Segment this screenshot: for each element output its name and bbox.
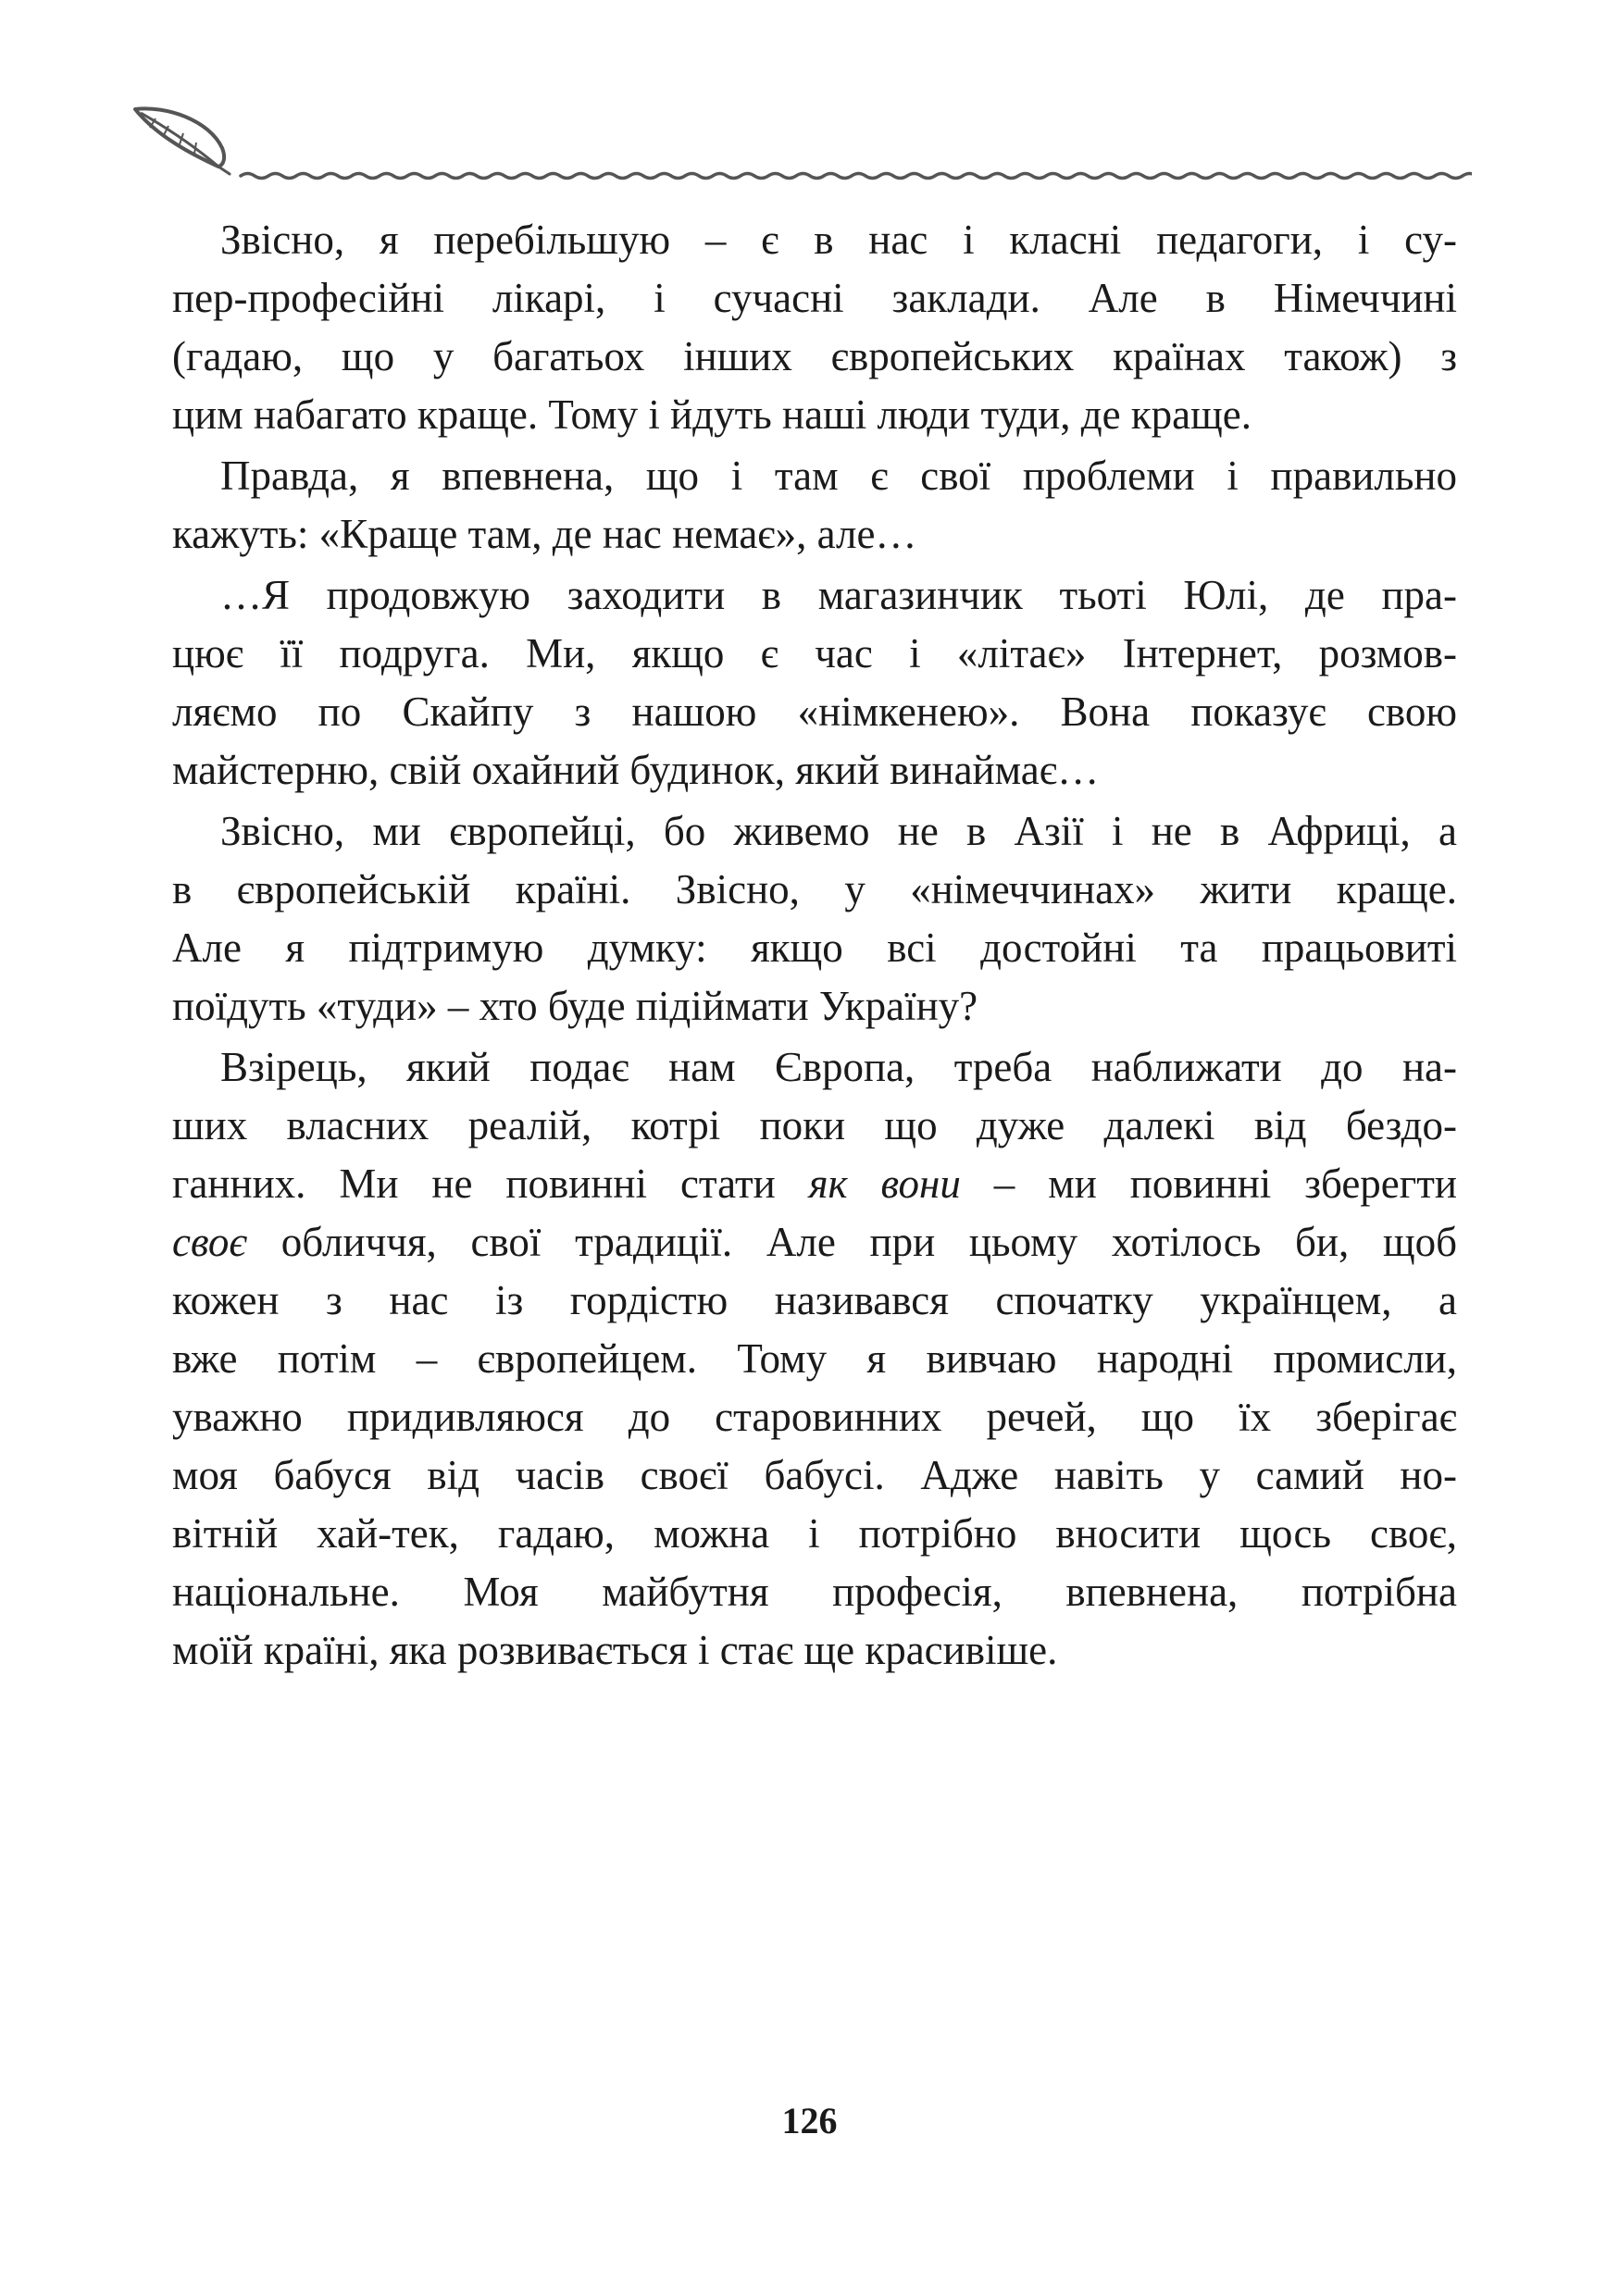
- text-line: [172, 1155, 1457, 1213]
- text-line: вже потім – європейцем. Тому я вивчаю народні промисли,: [172, 1335, 1457, 1382]
- text-segment: обличчя, свої традиції. Але при цьому хотілось би, щоб: [247, 1219, 1457, 1265]
- text-line: уважно придивляюся до старовинних речей, що їх зберігає: [172, 1394, 1457, 1440]
- italic-phrase: як вони: [808, 1160, 961, 1207]
- wavy-divider: [241, 174, 1472, 179]
- text-line: національне. Моя майбутня професія, впевнена, потрібна: [172, 1569, 1457, 1615]
- text-line: вітній хай-тек, гадаю, можна і потрібно вносити щось своє,: [172, 1510, 1457, 1557]
- text-line: цим набагато краще. Тому і йдуть наші люди туди, де краще.: [172, 391, 1252, 438]
- text-line: кажуть: «Краще там, де нас немає», але…: [172, 511, 917, 557]
- text-line: моя бабуся від часів своєї бабусі. Адже навіть у самий но-: [172, 1452, 1457, 1498]
- paragraph-1: [172, 211, 1457, 444]
- text-line: Звісно, ми європейці, бо живемо не в Азії і не в Африці, а: [220, 808, 1457, 854]
- page-number: 126: [781, 2100, 838, 2141]
- text-line: ляємо по Скайпу з нашою «німкенею». Вона показує свою: [172, 689, 1457, 735]
- header-ornament: [130, 100, 1472, 192]
- paragraph-3: [172, 566, 1457, 800]
- text-line: Але я підтримую думку: якщо всі достойні та працьовиті: [172, 925, 1457, 971]
- text-line: моїй країні, яка розвивається і стає ще красивіше.: [172, 1627, 1058, 1673]
- text-segment: – ми повинні зберегти: [960, 1160, 1457, 1207]
- text-segment: ганних. Ми не повинні стати: [172, 1160, 809, 1207]
- text-line: цює її подруга. Ми, якщо є час і «літає» Інтернет, розмов-: [172, 630, 1457, 676]
- body-text: [172, 211, 1457, 1680]
- text-line: ших власних реалій, котрі поки що дуже далекі від бездо-: [172, 1102, 1457, 1148]
- text-line: Звісно, я перебільшую – є в нас і класні педагоги, і су-: [220, 217, 1457, 263]
- text-line: (гадаю, що у багатьох інших європейських країнах також) з: [172, 333, 1457, 379]
- text-line: пер-професійні лікарі, і сучасні заклади. Але в Німеччині: [172, 275, 1457, 321]
- paragraph-5: [172, 1038, 1457, 1680]
- text-line: [172, 1213, 1457, 1272]
- text-line: поїдуть «туди» – хто буде підіймати Україну?: [172, 983, 978, 1029]
- text-line: …Я продовжую заходити в магазинчик тьоті Юлі, де пра-: [220, 572, 1457, 618]
- text-line: Правда, я впевнена, що і там є свої проблеми і правильно: [220, 453, 1457, 499]
- text-line: кожен з нас із гордістю називався спочатку українцем, а: [172, 1277, 1457, 1323]
- italic-word: своє: [172, 1219, 248, 1265]
- paragraph-4: [172, 802, 1457, 1036]
- text-line: в європейській країні. Звісно, у «німеччинах» жити краще.: [172, 866, 1457, 912]
- paragraph-2: [172, 447, 1457, 564]
- feather-quill-icon: [135, 108, 230, 174]
- text-line: Взірець, який подає нам Європа, треба наближати до на-: [220, 1044, 1457, 1090]
- text-line: майстерню, свій охайний будинок, який винаймає…: [172, 747, 1100, 793]
